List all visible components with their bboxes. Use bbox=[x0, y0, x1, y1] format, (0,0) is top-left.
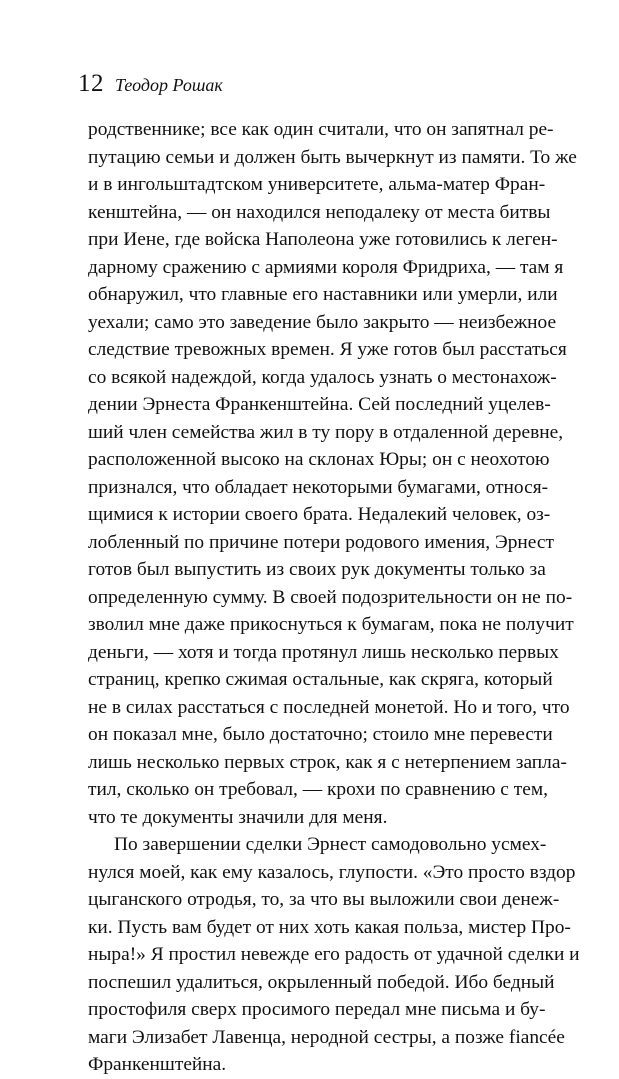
text-line: и в ингольштадтском университете, альма-матер Фран- bbox=[88, 174, 546, 195]
text-line: нулся моей, как ему казалось, глупости. «Это просто вздор bbox=[88, 861, 576, 883]
text-line: тил, сколько он требовал, — крохи по сравнению с тем, bbox=[88, 779, 548, 800]
text-line: кенштейна, — он находился неподалеку от места битвы bbox=[88, 201, 551, 223]
text-line: расположенной высоко на склонах Юры; он с неохотою bbox=[88, 449, 550, 470]
text-line: обнаружил, что главные его наставники или умерли, или bbox=[88, 284, 558, 305]
text-line: уехали; само это заведение было закрыто — неизбежное bbox=[88, 311, 557, 333]
text-line: щимися к истории своего брата. Недалекий человек, оз- bbox=[88, 504, 551, 525]
text-line: при Иене, где войска Наполеона уже готовились к леген- bbox=[88, 229, 558, 250]
text-line: со всякой надеждой, когда удалось узнать о местонахож- bbox=[88, 366, 557, 388]
text-line: Франкенштейна. bbox=[88, 1054, 227, 1075]
text-line: маги Элизабет Лавенца, неродной сестры, а позже fiancée bbox=[88, 1026, 565, 1048]
paragraph-1 bbox=[88, 116, 577, 831]
text-line: ныра!» Я простил невежде его радость от удачной сделки и bbox=[88, 944, 580, 965]
text-line: лишь несколько первых строк, как я с нетерпением запла- bbox=[88, 751, 567, 773]
text-line: ший член семейства жил в ту пору в отдаленной деревне, bbox=[88, 421, 564, 443]
text-line: признался, что обладает некоторыми бумагами, относя- bbox=[88, 476, 549, 498]
text-line: деньги, — хотя и тогда протянул лишь несколько первых bbox=[88, 641, 559, 663]
text-line: цыганского отродья, то, за что вы выложили свои денеж- bbox=[88, 889, 560, 910]
text-line: поспешил удалиться, окрыленный победой. Ибо бедный bbox=[88, 971, 555, 993]
text-line: По завершении сделки Эрнест самодовольно усмех- bbox=[114, 834, 547, 855]
running-title: Теодор Рошак bbox=[115, 75, 223, 95]
text-line: определенную сумму. В своей подозрительности он не по- bbox=[88, 586, 573, 608]
text-line: дарному сражению с армиями короля Фридриха, — там я bbox=[88, 256, 564, 278]
text-line: не в силах расстаться с последней монетой. Но и того, что bbox=[88, 696, 570, 718]
paragraph-2 bbox=[88, 831, 580, 1079]
text-line: путацию семьи и должен быть вычеркнут из памяти. То же bbox=[88, 146, 577, 168]
text-line: ки. Пусть вам будет от них хоть какая польза, мистер Про- bbox=[88, 916, 571, 938]
text-line: страниц, крепко сжимая остальные, как скряга, который bbox=[88, 669, 553, 690]
text-line: следствие тревожных времен. Я уже готов был расстаться bbox=[88, 339, 567, 360]
running-header bbox=[78, 70, 223, 100]
text-line: он показал мне, было достаточно; стоило мне перевести bbox=[88, 724, 553, 745]
text-line: лобленный по причине потери родового имения, Эрнест bbox=[88, 531, 554, 553]
page-number: 12 bbox=[78, 70, 104, 97]
text-line: дении Эрнеста Франкенштейна. Сей последний уцелев- bbox=[88, 394, 551, 415]
text-line: готов был выпустить из своих рук документы только за bbox=[88, 559, 546, 580]
body-text bbox=[88, 116, 580, 1079]
text-line: зволил мне даже прикоснуться к бумагам, пока не получит bbox=[88, 614, 574, 635]
text-line: что те документы значили для меня. bbox=[88, 806, 388, 828]
text-line: родственнике; все как один считали, что он запятнал ре- bbox=[88, 119, 554, 140]
text-line: простофиля сверх просимого передал мне письма и бу- bbox=[88, 999, 546, 1020]
